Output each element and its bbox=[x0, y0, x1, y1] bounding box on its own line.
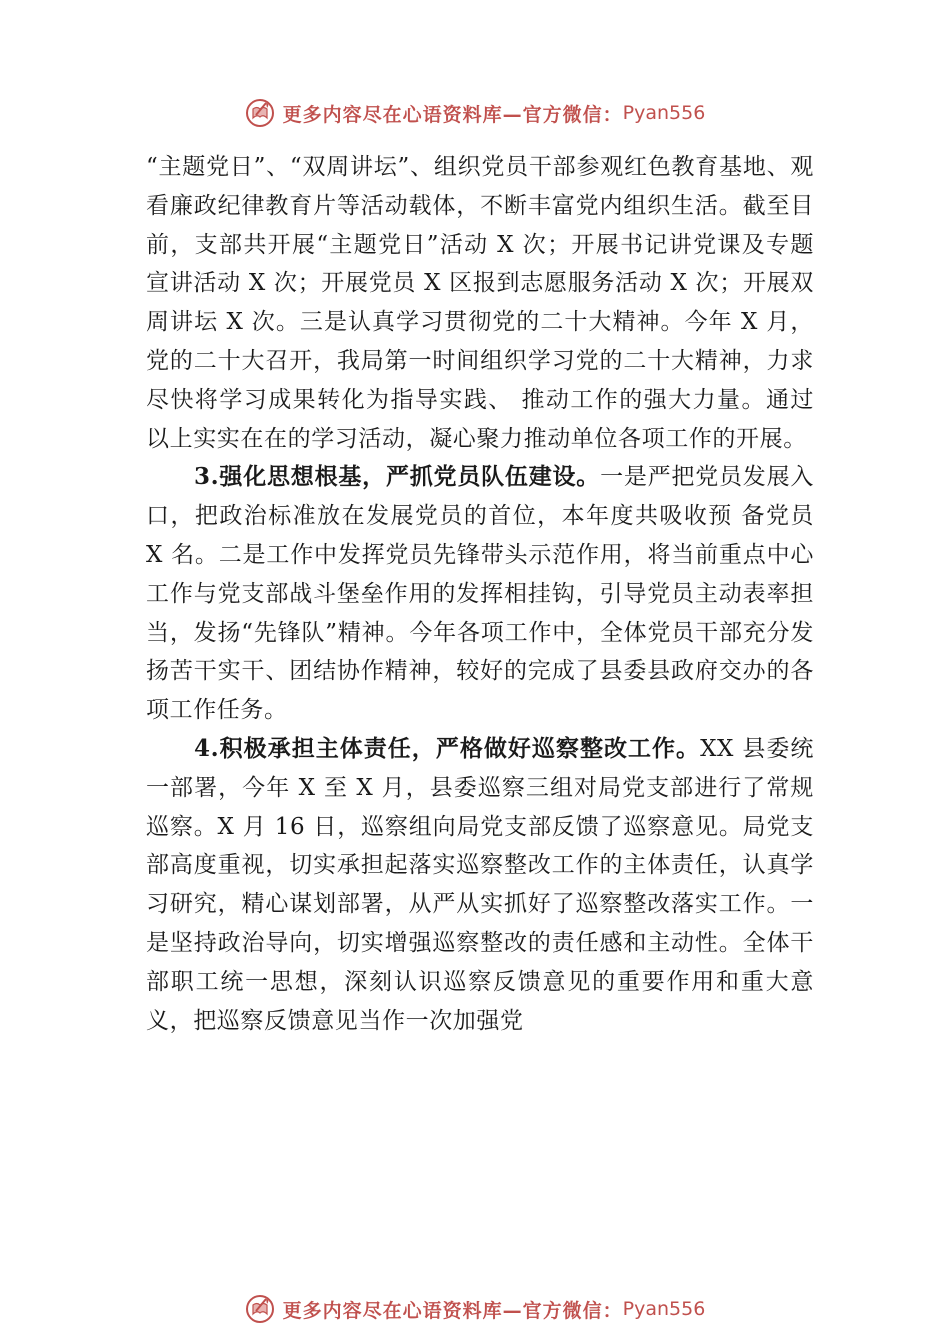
header-banner bbox=[0, 93, 950, 133]
paragraph-text: “主题党日”、“双周讲坛”、组织党员干部参观红色教育基地、观看廉政纪律教育片等活动载体，不断丰富党内组织生活。截至目前，支部共开展“主题党日”活动 X 次；开展书记讲党课及专题宣讲活动 X 次；开展党员 X 区报到志愿服务活动 X 次；开展双周讲坛 X 次。三是认真学习贯彻党的二十大精神。今年 X 月，党的二十大召开，我局第一时间组织学习党的二十大精神，力求尽快将学习成果转化为指导实践、 推动工作的强大力量。通过以上实实在在的学习活动，凝心聚力推动单位各项工作的开展。 bbox=[146, 154, 814, 452]
paragraph-continued bbox=[146, 148, 814, 458]
footer-wechat-id: Pyan556 bbox=[622, 1298, 706, 1320]
book-quill-logo-icon bbox=[245, 1294, 275, 1324]
paragraph-text: XX 县委统一部署，今年 X 至 X 月，县委巡察三组对局党支部进行了常规巡察。X 月 16 日，巡察组向局党支部反馈了巡察意见。局党支部高度重视，切实承担起落实巡察整改工作的主体责任，认真学习研究，精心谋划部署，从严从实抓好了巡察整改落实工作。一是坚持政治导向，切实增强巡察整改的责任感和主动性。全体干部职工统一思想，深刻认识巡察反馈意见的重要作用和重大意义，把巡察反馈意见当作一次加强党 bbox=[146, 735, 814, 1034]
paragraph-section-4 bbox=[146, 730, 814, 1040]
paragraph-text: 一是严把党员发展入口，把政治标准放在发展党员的首位，本年度共吸收预 备党员 X 名。二是工作中发挥党员先锋带头示范作用，将当前重点中心工作与党支部战斗堡垒作用的发挥相挂钩，引导党员主动表率担当，发扬“先锋队”精神。今年各项工作中，全体党员干部充分发扬苦干实干、团结协作精神，较好的完成了县委县政府交办的各项工作任务。 bbox=[146, 464, 814, 724]
section-heading-4: 4.积极承担主体责任，严格做好巡察整改工作。 bbox=[194, 734, 701, 762]
section-heading-3: 3.强化思想根基，严抓党员队伍建设。 bbox=[194, 463, 601, 491]
paragraph-section-3 bbox=[146, 458, 814, 730]
footer-banner bbox=[0, 1289, 950, 1329]
header-wechat-id: Pyan556 bbox=[622, 102, 706, 124]
document-body bbox=[146, 148, 814, 1040]
footer-banner-text: 更多内容尽在心语资料库—官方微信： bbox=[282, 1299, 623, 1322]
book-quill-logo-icon bbox=[245, 98, 275, 128]
header-banner-text: 更多内容尽在心语资料库—官方微信： bbox=[282, 103, 623, 126]
